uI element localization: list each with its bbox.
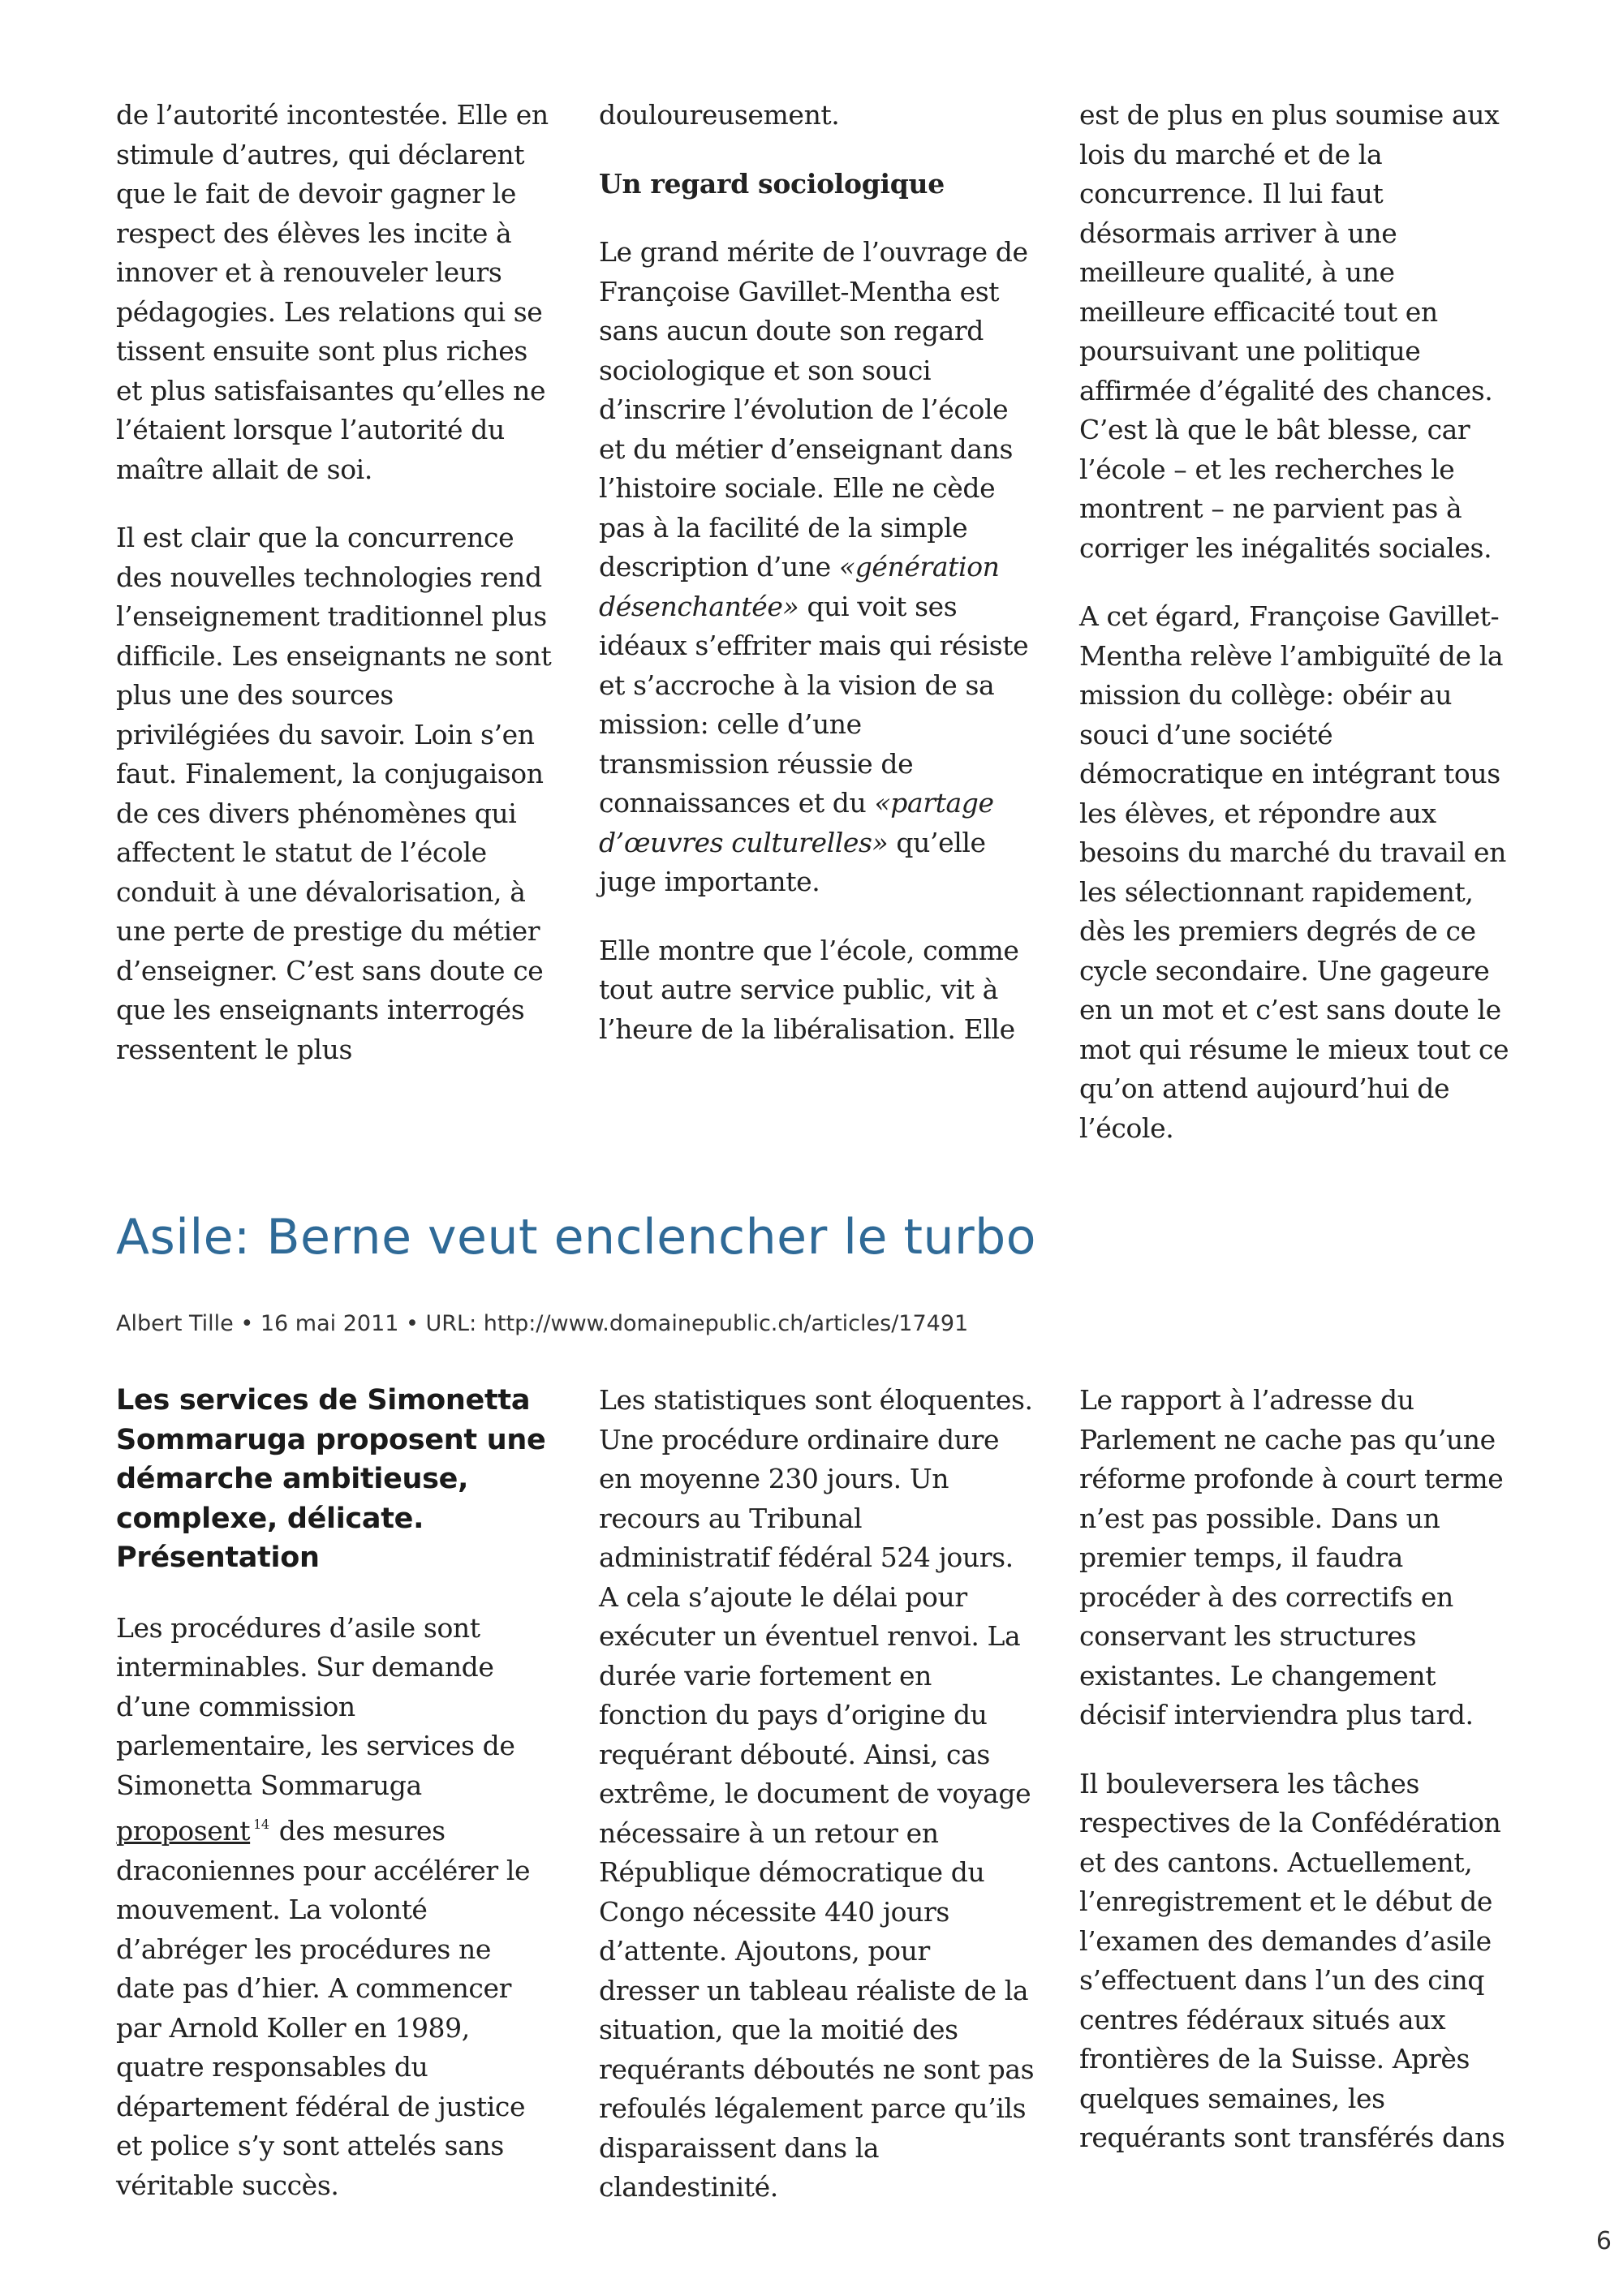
paragraph: Le grand mérite de l’ouvrage de Françoise Gavillet-Mentha est sans aucun doute son regard sociologique et son souci d’inscrire l’évolution de l’école et du métier d’enseignant dans l’histoire sociale. Elle ne cède pas à la facilité de la simple description d’une «génération désenchantée» qui voit ses idéaux s’effriter mais qui résiste et s’accroche à la vision de sa mission: celle d’une transmission réussie de connaissances et du «partage d’œuvres culturelles» qu’elle juge importante.	[599, 236, 1029, 897]
article-title: Asile: Berne veut enclencher le turbo	[116, 1209, 1036, 1266]
paragraph: Les statistiques sont éloquentes. Une procédure ordinaire dure en moyenne 230 jours. Un recours au Tribunal administratif fédéral 524 jours. A cela s’ajoute le délai pour exécuter un éventuel renvoi. La durée varie fortement en fonction du pays d’origine du requérant débouté. Ainsi, cas extrême, le document de voyage nécessaire à un retour en République démocratique du Congo nécessite 440 jours d’attente. Ajoutons, pour dresser un tableau réaliste de la situation, que la moitié des requérants déboutés ne sont pas refoulés légalement parce qu’ils disparaissent dans la clandestinité.	[599, 1384, 1035, 2203]
quote: «génération désenchantée»	[599, 551, 1000, 622]
paragraph: Le rapport à l’adresse du Parlement ne cache pas qu’une réforme profonde à court terme n’est pas possible. Dans un premier temps, il faudra procéder à des correctifs en conservant les structures existantes. Le changement décisif interviendra plus tard.	[1079, 1384, 1504, 1731]
paragraph: Elle montre que l’école, comme tout autre service public, vit à l’heure de la libéralisation. Elle	[599, 934, 1019, 1045]
prev-article-column-1	[116, 96, 554, 1069]
paragraph: Les procédures d’asile sont interminables. Sur demande d’une commission parlementaire, les services de Simonetta Sommaruga proposent $^{14}$ des mesures draconiennes pour accélérer le mouvement. La volonté d’abréger les procédures ne date pas d’hier. A commencer par Arnold Koller en 1989, quatre responsables du département fédéral de justice et police s’y sont attelés sans véritable succès.	[116, 1611, 531, 2201]
paragraph: Il est clair que la concurrence des nouvelles technologies rend l’enseignement traditionnel plus difficile. Les enseignants ne sont plus une des sources privilégiées du savoir. Loin s’en faut. Finalement, la conjugaison de ces divers phénomènes qui affectent le statut de l’école conduit à une dévalorisation, à une perte de prestige du métier d’enseigner. C’est sans doute ce que les enseignants interrogés ressentent le plus	[116, 522, 552, 1065]
paragraph: douloureusement.	[599, 99, 840, 131]
paragraph: Il bouleversera les tâches respectives de la Confédération et des cantons. Actuellement, l’enregistrement et le début de l’examen des demandes d’asile s’effectuent dans l’un des cinq centres fédéraux situés aux frontières de la Suisse. Après quelques semaines, les requérants sont transférés dans	[1079, 1767, 1505, 2153]
prev-article-column-3	[1079, 96, 1518, 1148]
proposent-link[interactable]: proposent	[116, 1815, 251, 1847]
prev-article-column-2	[599, 96, 1037, 1049]
quote: «partage d’œuvres culturelles»	[599, 787, 994, 858]
article-column-3	[1079, 1381, 1518, 2158]
paragraph: est de plus en plus soumise aux lois du marché et de la concurrence. Il lui faut désormais arriver à une meilleure qualité, à une meilleure efficacité tout en poursuivant une politique affirmée d’égalité des chances. C’est là que le bât blesse, car l’école – et les recherches le montrent – ne parvient pas à corriger les inégalités sociales.	[1079, 99, 1500, 564]
article-lead: Les services de Simonetta Sommaruga proposent une démarche ambitieuse, complexe, délicate. Présentation	[116, 1384, 546, 1574]
paragraph: A cet égard, Françoise Gavillet-Mentha relève l’ambiguïté de la mission du collège: obéir au souci d’une société démocratique en intégrant tous les élèves, et répondre aux besoins du marché du travail en les sélectionnant rapidement, dès les premiers degrés de ce cycle secondaire. Une gageure en un mot et c’est sans doute le mot qui résume le mieux tout ce qu’on attend aujourd’hui de l’école.	[1079, 600, 1509, 1144]
article-column-1	[116, 1381, 554, 2205]
page-number: 6	[1595, 2227, 1612, 2255]
article-column-2	[599, 1381, 1037, 2208]
section-heading: Un regard sociologique	[599, 167, 945, 200]
footnote-ref: 14	[253, 1817, 269, 1832]
article-byline: Albert Tille • 16 mai 2011 • URL: http://www.domainepublic.ch/articles/17491	[116, 1311, 969, 1336]
paragraph: de l’autorité incontestée. Elle en stimule d’autres, qui déclarent que le fait de devoir gagner le respect des élèves les incite à innover et à renouveler leurs pédagogies. Les relations qui se tissent ensuite sont plus riches et plus satisfaisantes qu’elles ne l’étaient lorsque l’autorité du maître allait de soi.	[116, 99, 549, 485]
